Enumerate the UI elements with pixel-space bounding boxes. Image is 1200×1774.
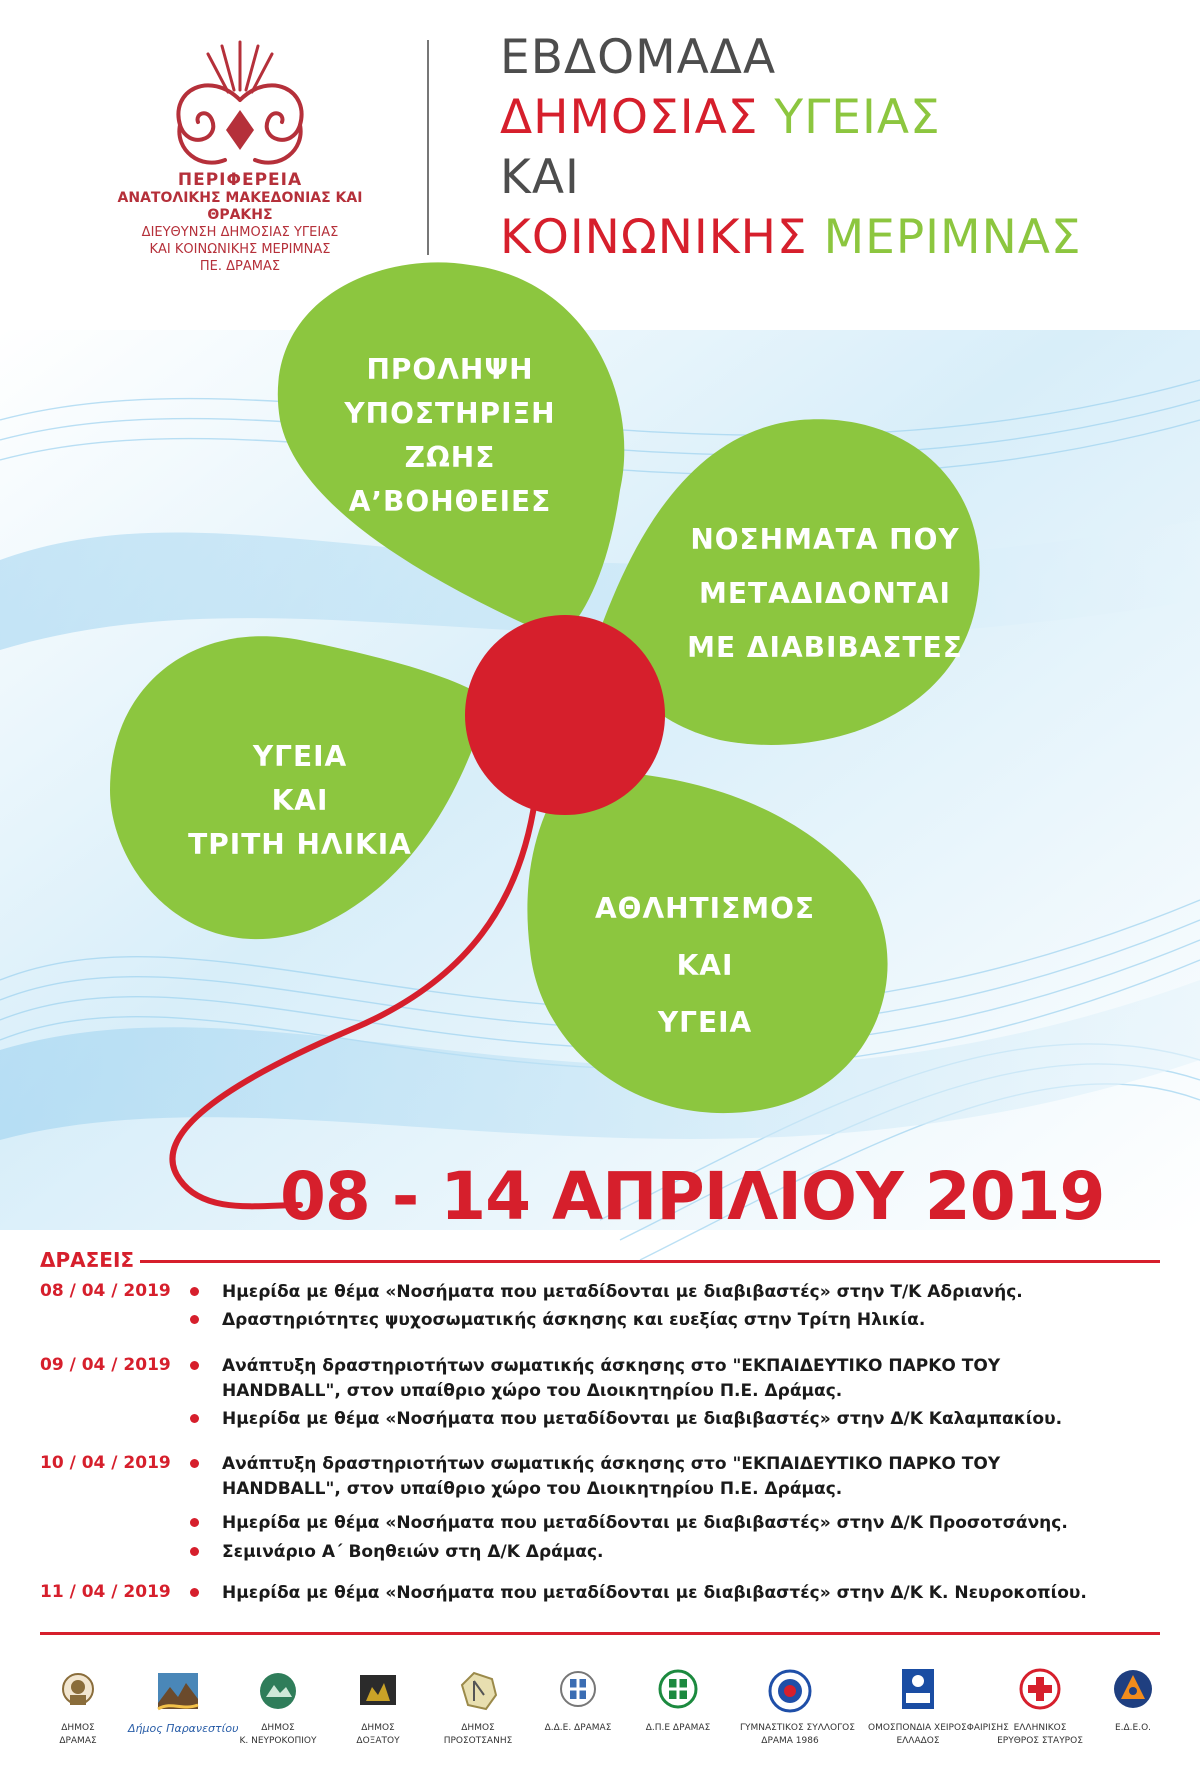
petal-bottom-line: ΑΘΛΗΤΙΣΜΟΣ [594, 892, 815, 925]
sponsor-gymnastikos-syllogos [740, 1665, 855, 1747]
action-item-text-cont: HANDBALL", στον υπαίθριο χώρο του Διοικητηρίου Π.Ε. Δράμας. [222, 1381, 843, 1401]
bullet-icon [190, 1588, 199, 1597]
petal-right-line: ΝΟΣΗΜΑΤΑ ΠΟΥ [690, 523, 960, 556]
petal-top-line: ΥΠΟΣΤΗΡΙΞΗ [344, 397, 556, 430]
petal-bottom-text [570, 880, 840, 1051]
org-region: ΑΝΑΤΟΛΙΚΗΣ ΜΑΚΕΔΟΝΙΑΣ ΚΑΙ ΘΡΑΚΗΣ [117, 190, 363, 223]
petal-right-line: ΜΕΤΑΔΙΔΟΝΤΑΙ [699, 577, 951, 610]
dimos-doxatou-logo-icon [352, 1665, 404, 1717]
sponsor-caption: ΠΡΟΣΟΤΣΑΝΗΣ [443, 1736, 513, 1746]
sponsor-dpe-dramas [628, 1665, 728, 1734]
dimos-dramas-logo-icon [52, 1665, 104, 1717]
red-cross-logo-icon [1014, 1665, 1066, 1717]
petal-bottom-line: ΚΑΙ [676, 949, 734, 982]
sponsor-caption: Ε.Δ.Ε.Ο. [1114, 1723, 1152, 1733]
title-line-4 [500, 208, 1082, 268]
action-date: 11 / 04 / 2019 [40, 1582, 171, 1602]
action-item-text: Ημερίδα με θέμα «Νοσήματα που μεταδίδονται με διαβιβαστές» στην Δ/Κ Προσοτσάνης. [222, 1513, 1068, 1533]
bullet-icon [190, 1518, 199, 1527]
sponsor-dimos-nevrokopiou [228, 1665, 328, 1747]
petal-left-line: ΤΡΙΤΗ ΗΛΙΚΙΑ [188, 828, 412, 861]
bullet-icon [190, 1414, 199, 1423]
sponsor-caption: ΕΛΛΗΝΙΚΟΣ [1013, 1723, 1067, 1733]
region-logo-text [90, 170, 390, 275]
action-item-text: Σεμινάριο Α΄ Βοηθειών στη Δ/Κ Δράμας. [222, 1542, 604, 1562]
title-word-dimosias: ΔΗΜΟΣΙΑΣ [500, 90, 759, 145]
sponsor-caption: ΔΗΜΟΣ [461, 1723, 495, 1733]
title-word-koinonikis: ΚΟΙΝΩΝΙΚΗΣ [500, 210, 808, 265]
bullet-icon [190, 1287, 199, 1296]
region-logo-icon [150, 30, 330, 180]
actions-bottom-rule [40, 1632, 1160, 1635]
action-item-text: Ημερίδα με θέμα «Νοσήματα που μεταδίδονται με διαβιβαστές» στην Τ/Κ Αδριανής. [222, 1282, 1023, 1302]
sponsor-dimos-prosotsanis [428, 1665, 528, 1747]
org-name: ΠΕΡΙΦΕΡΕΙΑ [177, 170, 303, 190]
action-item-text: Ανάπτυξη δραστηριοτήτων σωματικής άσκησης στο "ΕΚΠΑΙΔΕΥΤΙΚΟ ΠΑΡΚΟ ΤΟΥ [222, 1454, 1001, 1474]
sponsor-caption: ΔΟΞΑΤΟΥ [356, 1736, 400, 1746]
action-item [190, 1354, 1180, 1404]
sponsor-dimos-doxatou [328, 1665, 428, 1747]
sponsor-caption: ΕΡΥΘΡΟΣ ΣΤΑΥΡΟΣ [997, 1736, 1083, 1746]
sponsor-caption: ΔΗΜΟΣ [61, 1723, 95, 1733]
sponsor-caption: ΔΡΑΜΑΣ [59, 1736, 97, 1746]
event-dates: 08 - 14 ΑΠΡΙΛΙΟΥ 2019 [280, 1158, 1105, 1235]
actions-top-rule [140, 1260, 1160, 1263]
dimos-prosotsanis-logo-icon [452, 1665, 504, 1717]
title-line-1: ΕΒΔΟΜΑΔΑ [500, 30, 777, 85]
bullet-icon [190, 1361, 199, 1370]
actions-heading: ΔΡΑΣΕΙΣ [40, 1248, 135, 1272]
action-item-text: Ημερίδα με θέμα «Νοσήματα που μεταδίδονται με διαβιβαστές» στην Δ/Κ Καλαμπακίου. [222, 1409, 1063, 1429]
action-date: 08 / 04 / 2019 [40, 1281, 171, 1301]
petal-top-line: Α’ΒΟΗΘΕΙΕΣ [348, 485, 552, 518]
dimos-paranestiou-logo-icon [152, 1665, 204, 1717]
title-line-3: ΚΑΙ [500, 150, 580, 205]
action-item-text: Ημερίδα με θέμα «Νοσήματα που μεταδίδονται με διαβιβαστές» στην Δ/Κ Κ. Νευροκοπίου. [222, 1583, 1087, 1603]
action-item [190, 1452, 1180, 1502]
sponsor-caption: Δ.Π.Ε ΔΡΑΜΑΣ [645, 1723, 711, 1733]
title-word-merimnas: ΜΕΡΙΜΝΑΣ [823, 210, 1082, 265]
sponsor-caption: Δ.Δ.Ε. ΔΡΑΜΑΣ [544, 1723, 612, 1733]
dimos-nevrokopiou-logo-icon [252, 1665, 304, 1717]
sponsor-caption: ΓΥΜΝΑΣΤΙΚΟΣ ΣΥΛΛΟΓΟΣ [740, 1723, 855, 1733]
org-dept-line-3: ΠΕ. ΔΡΑΜΑΣ [199, 259, 281, 274]
petal-right-line: ΜΕ ΔΙΑΒΙΒΑΣΤΕΣ [687, 631, 963, 664]
bullet-icon [190, 1459, 199, 1468]
sponsor-dimos-paranestiou [128, 1665, 239, 1735]
sponsor-caption: Κ. ΝΕΥΡΟΚΟΠΙΟΥ [239, 1736, 317, 1746]
petal-top-line: ΖΩΗΣ [404, 441, 496, 474]
flower-center [465, 615, 665, 815]
bullet-icon [190, 1315, 199, 1324]
petal-top-line: ΠΡΟΛΗΨΗ [366, 353, 534, 386]
sponsor-dde-dramas [528, 1665, 628, 1734]
bullet-icon [190, 1547, 199, 1556]
title-word-ygeias: ΥΓΕΙΑΣ [774, 90, 941, 145]
action-item-text-cont: HANDBALL", στον υπαίθριο χώρο του Διοικητηρίου Π.Ε. Δράμας. [222, 1479, 843, 1499]
oxe-logo-icon [892, 1665, 944, 1717]
sponsor-oxe [868, 1665, 1009, 1747]
sponsor-caption: Δήμος Παρανεστίου [128, 1722, 239, 1735]
title-line-2 [500, 88, 1082, 148]
sponsor-red-cross [990, 1665, 1090, 1747]
petal-left-text [150, 735, 450, 867]
petal-left-line: ΥΓΕΙΑ [252, 740, 348, 773]
action-date: 10 / 04 / 2019 [40, 1453, 171, 1473]
sponsor-caption: ΕΛΛΑΔΟΣ [896, 1736, 940, 1746]
petal-top-text [300, 348, 600, 524]
sponsor-caption: ΔΡΑΜΑ 1986 [761, 1736, 819, 1746]
sponsor-caption: ΔΗΜΟΣ [361, 1723, 395, 1733]
sponsor-caption: ΔΗΜΟΣ [261, 1723, 295, 1733]
petal-left-line: ΚΑΙ [271, 784, 329, 817]
action-date: 09 / 04 / 2019 [40, 1355, 171, 1375]
dpe-dramas-logo-icon [652, 1665, 704, 1717]
action-item-text: Ανάπτυξη δραστηριοτήτων σωματικής άσκησης στο "ΕΚΠΑΙΔΕΥΤΙΚΟ ΠΑΡΚΟ ΤΟΥ [222, 1356, 1001, 1376]
sponsor-caption: ΟΜΟΣΠΟΝΔΙΑ ΧΕΙΡΟΣΦΑΙΡΙΣΗΣ [868, 1723, 1009, 1733]
page-title [500, 28, 1082, 268]
org-dept-line-2: ΚΑΙ ΚΟΙΝΩΝΙΚΗΣ ΜΕΡΙΜΝΑΣ [149, 242, 331, 257]
edeo-logo-icon [1107, 1665, 1159, 1717]
action-item-text: Δραστηριότητες ψυχοσωματικής άσκησης και ευεξίας στην Τρίτη Ηλικία. [222, 1310, 926, 1330]
gymnastikos-syllogos-logo-icon [764, 1665, 816, 1717]
sponsor-dimos-dramas [28, 1665, 128, 1747]
sponsor-edeo [1083, 1665, 1183, 1734]
org-dept-line-1: ΔΙΕΥΘΥΝΣΗ ΔΗΜΟΣΙΑΣ ΥΓΕΙΑΣ [141, 225, 339, 240]
petal-right-text [660, 513, 990, 675]
petal-bottom-line: ΥΓΕΙΑ [657, 1006, 753, 1039]
dde-dramas-logo-icon [552, 1665, 604, 1717]
